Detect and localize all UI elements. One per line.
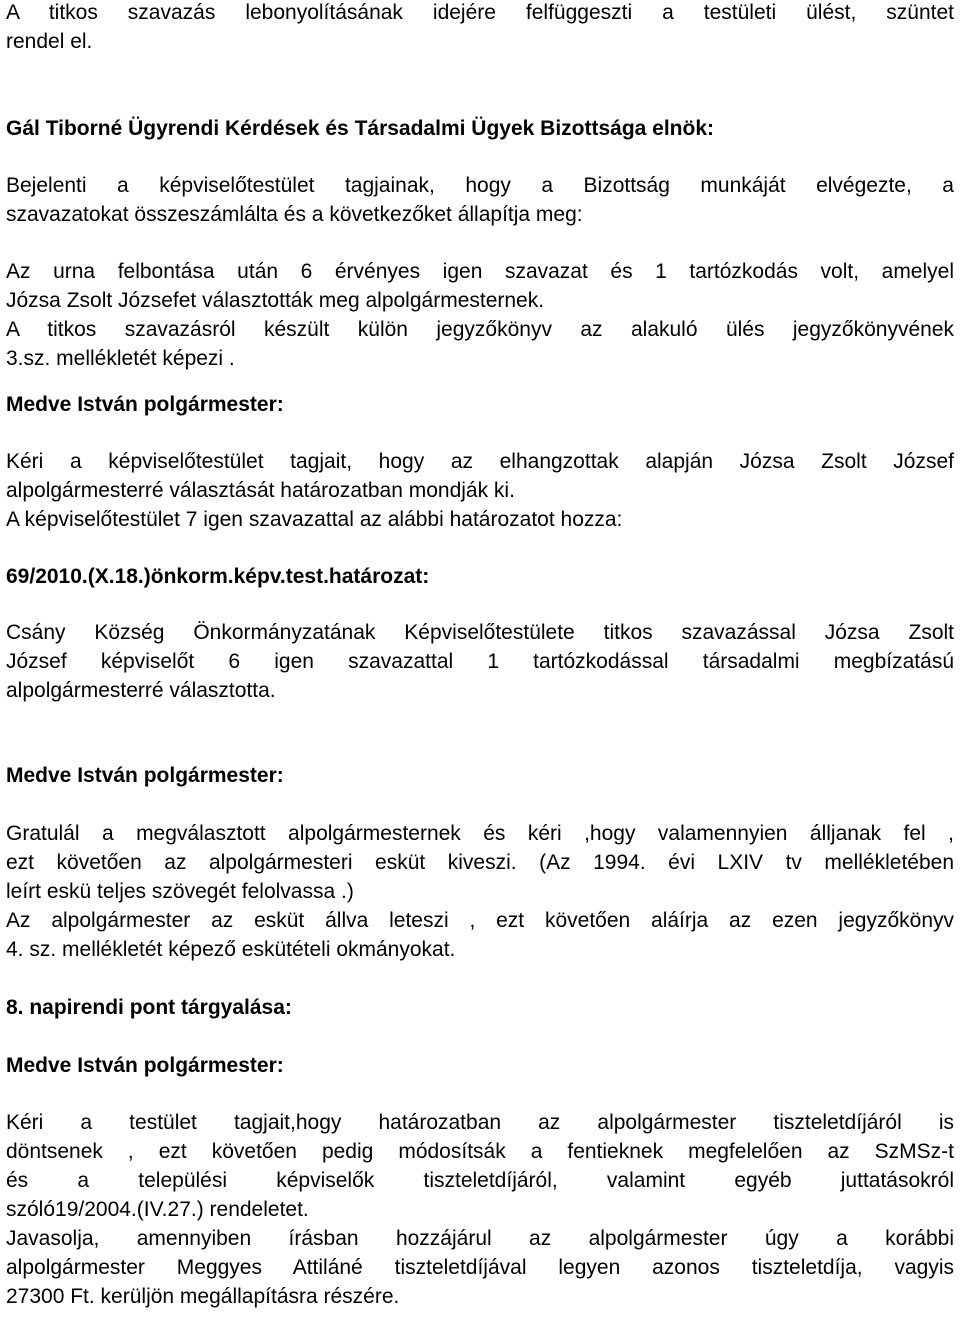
text-line: József képviselőt 6 igen szavazattal 1 tartózkodással társadalmi megbízatású bbox=[6, 650, 954, 673]
text-line: A titkos szavazásról készült külön jegyzőkönyv az alakuló ülés jegyzőkönyvének bbox=[6, 318, 954, 341]
text-line: alpolgármester Meggyes Attiláné tiszteletdíjával legyen azonos tiszteletdíja, vagyis bbox=[6, 1256, 954, 1279]
text-line: döntsenek , ezt követően pedig módosítsák a fentieknek megfelelően az SzMSz-t bbox=[6, 1140, 954, 1163]
text-line: rendel el. bbox=[6, 30, 93, 53]
text-line: Józsa Zsolt Józsefet választották meg alpolgármesternek. bbox=[6, 289, 545, 312]
text-line: szóló19/2004.(IV.27.) rendeletet. bbox=[6, 1198, 309, 1221]
paragraph-resolution-text bbox=[6, 618, 954, 705]
text-line: 27300 Ft. kerüljön megállapításra részére. bbox=[6, 1285, 400, 1308]
paragraph-oath bbox=[6, 819, 954, 964]
text-line: ezt követően az alpolgármesteri esküt kiveszi. (Az 1994. évi LXIV tv mellékletében bbox=[6, 851, 954, 874]
paragraph-suspension bbox=[6, 0, 954, 56]
speaker-heading: Medve István polgármester: bbox=[6, 393, 284, 416]
paragraph-request-resolution bbox=[6, 447, 954, 534]
paragraph-vote-result bbox=[6, 257, 954, 373]
text-line: Kéri a testület tagjait,hogy határozatban az alpolgármester tiszteletdíjáról is bbox=[6, 1111, 954, 1134]
speaker-heading: Medve István polgármester: bbox=[6, 1054, 284, 1077]
paragraph-committee-report bbox=[6, 171, 954, 229]
text-line: Gratulál a megválasztott alpolgármesternek és kéri ,hogy valamennyien álljanak fel , bbox=[6, 822, 954, 845]
agenda-item-heading: 8. napirendi pont tárgyalása: bbox=[6, 996, 292, 1019]
text-line: A képviselőtestület 7 igen szavazattal az alábbi határozatot hozza: bbox=[6, 508, 623, 531]
text-line: és a települési képviselők tiszteletdíjáról, valamint egyéb juttatásokról bbox=[6, 1169, 954, 1192]
text-line: A titkos szavazás lebonyolításának idejére felfüggeszti a testületi ülést, szüntet bbox=[6, 1, 954, 24]
text-line: Csány Község Önkormányzatának Képviselőtestülete titkos szavazással Józsa Zsolt bbox=[6, 621, 954, 644]
text-line: leírt eskü teljes szövegét felolvassa .) bbox=[6, 880, 354, 903]
paragraph-honorarium bbox=[6, 1108, 954, 1311]
text-line: Az urna felbontása után 6 érvényes igen szavazat és 1 tartózkodás volt, amelyel bbox=[6, 260, 954, 283]
text-line: Az alpolgármester az esküt állva leteszi , ezt követően aláírja az ezen jegyzőkönyv bbox=[6, 909, 954, 932]
text-line: Bejelenti a képviselőtestület tagjainak, hogy a Bizottság munkáját elvégezte, a bbox=[6, 174, 954, 197]
speaker-heading: Gál Tiborné Ügyrendi Kérdések és Társadalmi Ügyek Bizottsága elnök: bbox=[6, 117, 715, 140]
text-line: alpolgármesterré választotta. bbox=[6, 679, 276, 702]
text-line: szavazatokat összeszámlálta és a következőket állapítja meg: bbox=[6, 203, 583, 226]
text-line: Javasolja, amennyiben írásban hozzájárul az alpolgármester úgy a korábbi bbox=[6, 1227, 954, 1250]
text-line: 3.sz. mellékletét képezi . bbox=[6, 347, 235, 370]
text-line: Kéri a képviselőtestület tagjait, hogy az elhangzottak alapján Józsa Zsolt József bbox=[6, 450, 954, 473]
text-line: 4. sz. mellékletét képező eskütételi okmányokat. bbox=[6, 938, 456, 961]
speaker-heading: Medve István polgármester: bbox=[6, 764, 284, 787]
text-line: alpolgármesterré választását határozatban mondják ki. bbox=[6, 479, 515, 502]
resolution-number: 69/2010.(X.18.)önkorm.képv.test.határozat: bbox=[6, 565, 430, 588]
